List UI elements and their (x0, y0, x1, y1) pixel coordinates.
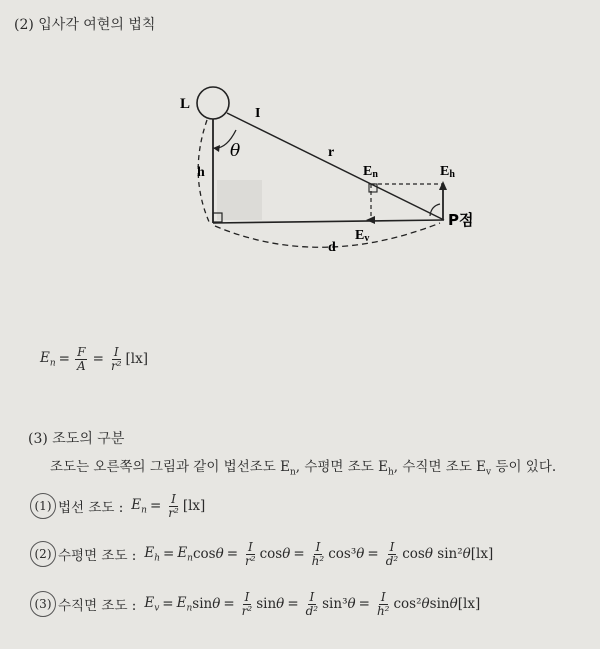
distance-line (213, 220, 444, 223)
eh-arrowhead (439, 181, 447, 190)
fraction-I-r2: $\frac{I}{\text{r²}}$ (168, 492, 179, 520)
label-Ev: Ev (355, 228, 370, 244)
section-2-title: (2) 입사각 여현의 법칙 (14, 17, 156, 33)
fraction-F-A: $\frac{F}{A}$ (76, 345, 86, 373)
item-label: 수평면 조도 : (58, 548, 137, 565)
fraction-I-r2: $\frac{I}{\text{r²}}$ (110, 345, 122, 373)
ev-arrowhead (366, 216, 375, 224)
label-h: h (197, 165, 205, 180)
item-label: 법선 조도 : (58, 500, 124, 517)
light-source-circle (197, 87, 229, 119)
item-horizontal-illuminance: (2) 수평면 조도 : $E_h$ = $E_n$ cos θ = $\frac{I}{\text{r²}}$ cos θ = $\frac{I}{\text{h²}}$ cos³ θ = $\frac{I}{\text{d²}}$ cos θ sin² θ [lx] (30, 541, 493, 567)
label-theta: θ (230, 141, 241, 161)
formula-lhs: $E_n$ (40, 349, 56, 369)
section-3-intro: 조도는 오른쪽의 그림과 같이 법선조도 $E_n$, 수평면 조도 $E_h$, 수직면 조도 $E_v$ 등이 있다. (50, 459, 557, 478)
item-normal-illuminance: (1) 법선 조도 : $E_n$ = $\frac{I}{\text{r²}}$ [lx] (30, 493, 205, 519)
label-r: r (328, 145, 335, 160)
label-Eh: Eh (440, 164, 455, 180)
label-En: En (363, 164, 378, 180)
label-d: d (328, 240, 336, 255)
item-number-2: (2) (30, 541, 56, 567)
label-L: L (180, 96, 191, 112)
label-I: I (255, 106, 261, 121)
theta-arrowhead (213, 145, 220, 152)
item-number-1: (1) (30, 493, 56, 519)
formula-normal-illuminance (40, 346, 148, 372)
unit-lx: [lx] (457, 596, 481, 613)
equals-sign: = (92, 351, 104, 368)
item-vertical-illuminance: (3) 수직면 조도 : $E_v$ = $E_n$ sin θ = $\frac{I}{\text{r²}}$ sin θ = $\frac{I}{\text{d²}}$ sin³ θ = $\frac{I}{\text{h²}}$ cos² θ sin θ [lx] (30, 591, 480, 617)
item-number-3: (3) (30, 591, 56, 617)
unit-lx: [lx] (125, 351, 148, 368)
label-P: P점 (448, 211, 474, 229)
item-label: 수직면 조도 : (58, 598, 137, 615)
equals-sign: = (58, 351, 70, 368)
unit-lx: [lx] (470, 546, 494, 563)
shade-area (217, 180, 262, 220)
unit-lx: [lx] (182, 498, 206, 515)
section-3-title: (3) 조도의 구분 (28, 431, 125, 447)
